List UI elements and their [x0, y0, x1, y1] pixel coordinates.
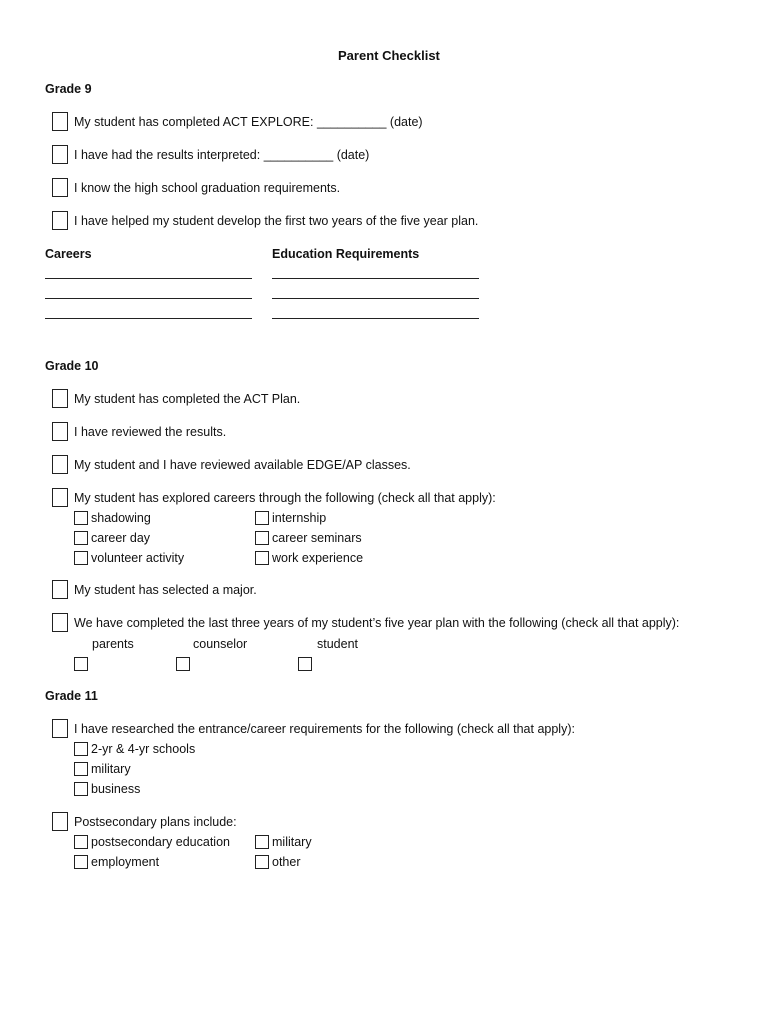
grade-10-checkbox-reviewed-results[interactable] — [52, 422, 68, 441]
business-label: business — [91, 782, 141, 796]
employment-checkbox[interactable] — [74, 855, 88, 869]
counselor-checkbox[interactable] — [176, 657, 190, 671]
military-plan-checkbox[interactable] — [255, 835, 269, 849]
education-line-2[interactable] — [272, 298, 479, 299]
parents-label: parents — [92, 637, 134, 651]
grade-10-checkbox-edge-ap-classes[interactable] — [52, 455, 68, 474]
other-label: other — [272, 855, 301, 869]
grade-10-item-completed-plan: We have completed the last three years of my student’s five year plan with the following (check all that apply): — [74, 616, 680, 630]
careers-line-1[interactable] — [45, 278, 252, 279]
grade-10-checkbox-explored-careers[interactable] — [52, 488, 68, 507]
grade-10-item-reviewed-results: I have reviewed the results. — [74, 425, 227, 439]
grade-10-item-act-plan: My student has completed the ACT Plan. — [74, 392, 301, 406]
grade-9-item-act-explore: My student has completed ACT EXPLORE: __________ (date) — [74, 115, 423, 129]
counselor-label: counselor — [193, 637, 248, 651]
business-checkbox[interactable] — [74, 782, 88, 796]
grade-9-item-five-year-plan: I have helped my student develop the first two years of the five year plan. — [74, 214, 479, 228]
grade-9-item-graduation-requirements: I know the high school graduation requirements. — [74, 181, 341, 195]
military-plan-label: military — [272, 835, 312, 849]
postsecondary-education-label: postsecondary education — [91, 835, 230, 849]
two-four-yr-schools-checkbox[interactable] — [74, 742, 88, 756]
grade-11-item-postsecondary-plans: Postsecondary plans include: — [74, 815, 237, 829]
postsecondary-education-checkbox[interactable] — [74, 835, 88, 849]
career-seminars-label: career seminars — [272, 531, 362, 545]
education-line-1[interactable] — [272, 278, 479, 279]
grade-11-checkbox-researched-requirements[interactable] — [52, 719, 68, 738]
career-day-label: career day — [91, 531, 151, 545]
grade-10-checkbox-selected-major[interactable] — [52, 580, 68, 599]
grade-9-checkbox-act-explore[interactable] — [52, 112, 68, 131]
shadowing-checkbox[interactable] — [74, 511, 88, 525]
careers-line-3[interactable] — [45, 318, 252, 319]
military-research-label: military — [91, 762, 131, 776]
grade-9-checkbox-graduation-requirements[interactable] — [52, 178, 68, 197]
military-research-checkbox[interactable] — [74, 762, 88, 776]
internship-checkbox[interactable] — [255, 511, 269, 525]
grade-11-heading: Grade 11 — [45, 689, 98, 703]
grade-10-heading: Grade 10 — [45, 359, 99, 373]
education-line-3[interactable] — [272, 318, 479, 319]
internship-label: internship — [272, 511, 327, 525]
grade-10-checkbox-completed-plan[interactable] — [52, 613, 68, 632]
work-experience-label: work experience — [272, 551, 364, 565]
employment-label: employment — [91, 855, 160, 869]
grade-9-checkbox-five-year-plan[interactable] — [52, 211, 68, 230]
student-checkbox[interactable] — [298, 657, 312, 671]
grade-9-item-results-interpreted: I have had the results interpreted: __________ (date) — [74, 148, 370, 162]
education-requirements-heading: Education Requirements — [272, 247, 420, 261]
grade-11-checkbox-postsecondary-plans[interactable] — [52, 812, 68, 831]
volunteer-activity-checkbox[interactable] — [74, 551, 88, 565]
work-experience-checkbox[interactable] — [255, 551, 269, 565]
other-checkbox[interactable] — [255, 855, 269, 869]
grade-10-item-selected-major: My student has selected a major. — [74, 583, 257, 597]
shadowing-label: shadowing — [91, 511, 151, 525]
grade-10-item-explored-careers: My student has explored careers through the following (check all that apply): — [74, 491, 496, 505]
grade-9-checkbox-results-interpreted[interactable] — [52, 145, 68, 164]
career-seminars-checkbox[interactable] — [255, 531, 269, 545]
volunteer-activity-label: volunteer activity — [91, 551, 185, 565]
grade-11-item-researched-requirements: I have researched the entrance/career requirements for the following (check all that apply): — [74, 722, 575, 736]
grade-10-checkbox-act-plan[interactable] — [52, 389, 68, 408]
student-label: student — [317, 637, 359, 651]
career-day-checkbox[interactable] — [74, 531, 88, 545]
grade-9-heading: Grade 9 — [45, 82, 92, 96]
grade-10-item-edge-ap-classes: My student and I have reviewed available EDGE/AP classes. — [74, 458, 411, 472]
two-four-yr-schools-label: 2-yr & 4-yr schools — [91, 742, 196, 756]
page-title: Parent Checklist — [338, 48, 440, 63]
careers-heading: Careers — [45, 247, 92, 261]
parents-checkbox[interactable] — [74, 657, 88, 671]
careers-line-2[interactable] — [45, 298, 252, 299]
